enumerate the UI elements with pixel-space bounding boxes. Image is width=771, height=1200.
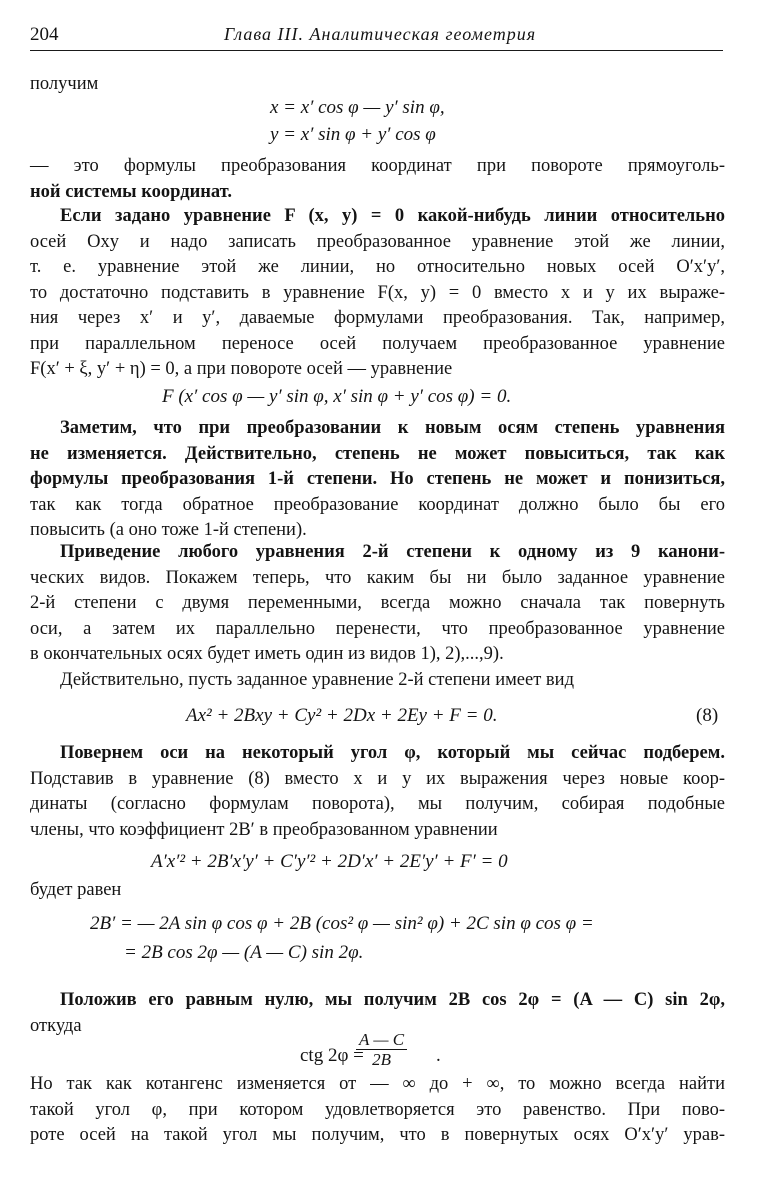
text-line: так как тогда обратное преобразование координат должно было бы его: [30, 494, 725, 515]
formula-rotation-x: x = x′ cos φ — y′ sin φ,: [270, 97, 445, 118]
text-line: т. е. уравнение этой же линии, но относительно новых осей O′x′y′,: [30, 257, 725, 277]
text-line: в окончательных осях будет иметь один из видов 1), 2),...,9).: [30, 644, 504, 664]
text-line: осей Oxy и надо записать преобразованное уравнение этой же линии,: [30, 231, 725, 252]
text-line: ческих видов. Покажем теперь, что каким бы ни было заданное уравнение: [30, 567, 725, 588]
text-line: роте осей на такой угол мы получим, что в повернутых осях O′x′y′ урав-: [30, 1125, 725, 1145]
text-line: Приведение любого уравнения 2-й степени к одному из 9 канони-: [60, 542, 725, 562]
text-line: ния через x′ и y′, даваемые формулами преобразования. Так, например,: [30, 308, 725, 328]
text-line: члены, что коэффициент 2B′ в преобразованном уравнении: [30, 819, 498, 840]
text-line: повысить (а оно тоже 1-й степени).: [30, 520, 307, 540]
paragraph-degree-invariance: [30, 416, 725, 544]
formula-ctg-period: .: [436, 1045, 441, 1066]
text-line: F(x′ + ξ, y′ + η) = 0, а при повороте осей — уравнение: [30, 359, 453, 379]
page-number: 204: [30, 24, 59, 45]
paragraph-cotangent: [30, 1072, 725, 1149]
text-line: будет равен: [30, 880, 122, 900]
formula-rotation-y: y = x′ sin φ + y′ cos φ: [270, 124, 436, 145]
text-line: Но так как котангенс изменяется от — ∞ до + ∞, то можно всегда найти: [30, 1074, 725, 1094]
formula-coefficient-b-1: 2B′ = — 2A sin φ cos φ + 2B (cos² φ — sin² φ) + 2C sin φ cos φ =: [90, 913, 594, 934]
equation-number-8: (8): [696, 705, 719, 726]
fraction-denominator: 2B: [372, 1050, 391, 1069]
text-line: — это формулы преобразования координат при повороте прямоуголь-: [30, 156, 725, 176]
formula-coefficient-b-2: = 2B cos 2φ — (A — C) sin 2φ.: [124, 942, 364, 963]
text-line: такой угол φ, при котором удовлетворяется это равенство. При пово-: [30, 1099, 725, 1120]
paragraph-rotate-axes: [30, 741, 725, 843]
text-line: 2-й степени с двумя переменными, всегда можно сначала так повернуть: [30, 593, 725, 613]
text-line: Заметим, что при преобразовании к новым осям степень уравнения: [60, 418, 725, 438]
running-head: Глава III. Аналитическая геометрия: [224, 24, 537, 44]
fraction-numerator: A — C: [356, 1030, 407, 1050]
paragraph-transform-equation: [30, 204, 725, 383]
text-line: то достаточно подставить в уравнение F(x, y) = 0 вместо x и y их выраже-: [30, 282, 725, 303]
paragraph-coefficient: [30, 878, 725, 904]
text-line: откуда: [30, 1015, 82, 1036]
paragraph-intro: [30, 72, 725, 98]
page-header: [30, 22, 723, 51]
paragraph-rotation-formulas: [30, 154, 725, 205]
formula-rotated-equation: F (x′ cos φ — y′ sin φ, x′ sin φ + y′ cos φ) = 0.: [162, 386, 512, 407]
text-line: Подставив в уравнение (8) вместо x и y их выражения через новые коор-: [30, 768, 725, 789]
text-line: оси, а затем их параллельно перенести, что преобразованное уравнение: [30, 618, 725, 639]
paragraph-canonical-forms: [30, 540, 725, 693]
formula-transformed-equation: A′x′² + 2B′x′y′ + C′y′² + 2D′x′ + 2E′y′ + F′ = 0: [151, 851, 508, 872]
text-line: Действительно, пусть заданное уравнение 2-й степени имеет вид: [60, 669, 574, 690]
text-line: формулы преобразования 1-й степени. Но степень не может и понизиться,: [30, 469, 725, 489]
text-line: Положив его равным нулю, мы получим 2B cos 2φ = (A — C) sin 2φ,: [60, 990, 725, 1010]
text-line: получим: [30, 74, 99, 94]
text-line: не изменяется. Действительно, степень не может повыситься, так как: [30, 443, 725, 464]
text-line: ной системы координат.: [30, 181, 232, 202]
formula-equation-8: Ax² + 2Bxy + Cy² + 2Dx + 2Ey + F = 0.: [186, 705, 498, 726]
formula-ctg-fraction: [356, 1030, 407, 1069]
formula-ctg-left: ctg 2φ =: [300, 1045, 364, 1066]
text-line: при параллельном переносе осей получаем преобразованное уравнение: [30, 333, 725, 354]
text-line: Если задано уравнение F (x, y) = 0 какой-нибудь линии относительно: [60, 206, 725, 226]
text-line: Повернем оси на некоторый угол φ, который мы сейчас подберем.: [60, 743, 725, 763]
text-line: динаты (согласно формулам поворота), мы получим, собирая подобные: [30, 794, 725, 814]
